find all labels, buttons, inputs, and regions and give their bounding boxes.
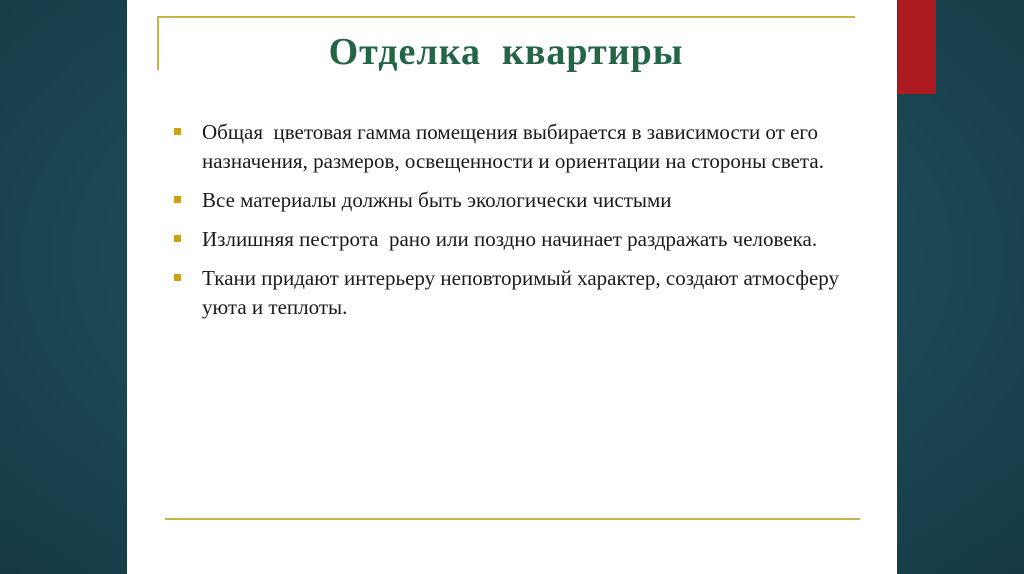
bullet-text: Ткани придают интерьеру неповторимый характер, создают атмосферу уюта и теплоты. xyxy=(202,266,845,319)
bullet-item xyxy=(172,264,862,322)
slide-title: Отделка квартиры xyxy=(328,31,684,73)
bullet-item xyxy=(172,186,862,215)
bullet-list xyxy=(172,118,862,332)
square-bullet-icon xyxy=(174,196,181,203)
square-bullet-icon xyxy=(174,274,181,281)
bullet-text: Излишняя пестрота рано или поздно начинает раздражать человека. xyxy=(202,227,818,251)
bullet-item xyxy=(172,225,862,254)
bullet-item xyxy=(172,118,862,176)
square-bullet-icon xyxy=(174,235,181,242)
top-divider-line xyxy=(157,16,855,18)
bottom-divider-line xyxy=(165,518,860,520)
square-bullet-icon xyxy=(174,128,181,135)
bullet-text: Общая цветовая гамма помещения выбирается в зависимости от его назначения, размеров, освещенности и ориентации на стороны света. xyxy=(202,120,824,173)
bullet-text: Все материалы должны быть экологически чистыми xyxy=(202,188,672,212)
red-accent-bar xyxy=(898,0,936,94)
